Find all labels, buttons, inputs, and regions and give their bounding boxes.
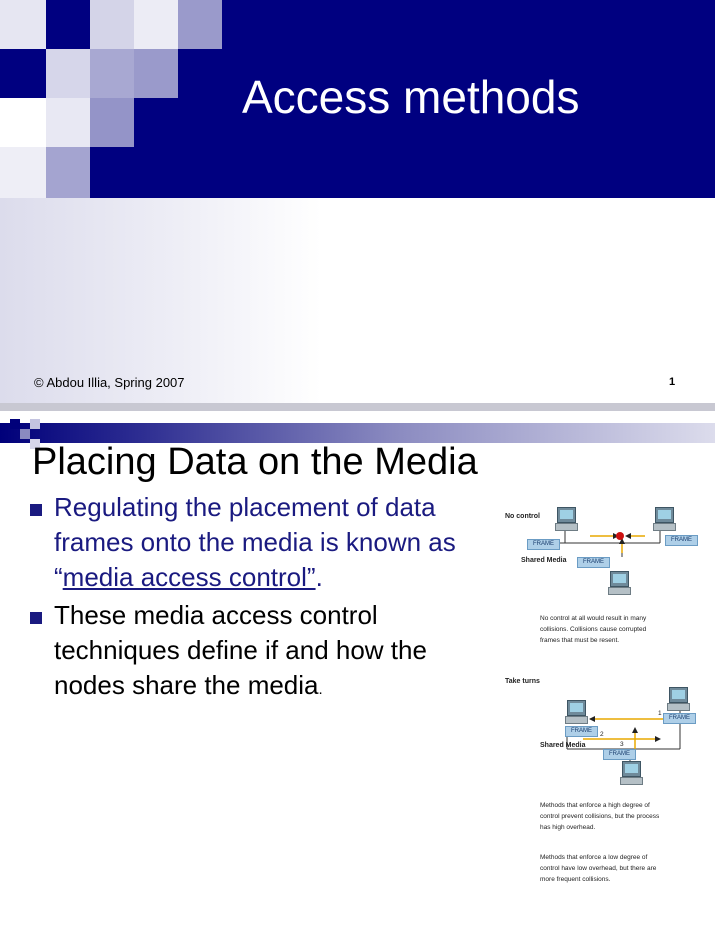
bullet-1-suffix: . xyxy=(315,562,323,592)
computer-icon xyxy=(667,687,689,711)
frame-label: FRAME xyxy=(577,557,610,568)
bullet-1-text: Regulating the placement of data frames onto the media is known as “ xyxy=(54,492,456,592)
bullet-2-text: These media access control techniques define if and how the nodes share the media xyxy=(54,600,427,700)
decor-square xyxy=(178,0,222,49)
decor-square xyxy=(46,49,90,98)
slide-2 xyxy=(0,411,715,948)
slide-1 xyxy=(0,0,715,403)
decor-square xyxy=(20,429,30,439)
bullet-2-suffix: . xyxy=(318,681,323,698)
page-number: 1 xyxy=(669,376,676,388)
computer-icon xyxy=(653,507,675,531)
decor-square xyxy=(134,49,178,98)
decor-square xyxy=(90,49,134,98)
turn-number: 2 xyxy=(600,731,604,738)
computer-icon xyxy=(565,700,587,724)
bullet-marker xyxy=(30,504,42,516)
no-control-caption: No control at all would result in many collisions. Collisions cause corrupted frames that must be resent. xyxy=(540,615,647,644)
computer-icon xyxy=(620,761,642,785)
bullet-1 xyxy=(54,490,494,595)
slide-1-title: Access methods xyxy=(242,71,580,123)
decor-square xyxy=(46,147,90,198)
no-control-heading: No control xyxy=(505,513,540,520)
take-turns-caption-1: Methods that enforce a high degree of control prevent collisions, but the process has high overhead. xyxy=(540,802,660,831)
bullet-marker xyxy=(30,612,42,624)
media-access-control-link[interactable]: media access control” xyxy=(62,562,316,592)
decor-square xyxy=(0,147,46,198)
slide-2-title: Placing Data on the Media xyxy=(32,441,478,483)
footer-copyright: © Abdou Illia, Spring 2007 xyxy=(34,375,185,390)
decor-square xyxy=(90,98,134,147)
turn-number: 1 xyxy=(658,710,662,717)
computer-icon xyxy=(608,571,630,595)
shared-media-label: Shared Media xyxy=(540,742,586,749)
frame-label: FRAME xyxy=(663,713,696,724)
decor-square xyxy=(0,98,46,147)
decor-square xyxy=(46,98,90,147)
header-gradient-bar xyxy=(0,423,715,443)
frame-label: FRAME xyxy=(603,749,636,760)
frame-label: FRAME xyxy=(565,726,598,737)
frame-label: FRAME xyxy=(527,539,560,550)
shared-media-label: Shared Media xyxy=(521,557,567,564)
computer-icon xyxy=(555,507,577,531)
decor-square xyxy=(134,0,178,49)
decor-square xyxy=(0,0,46,49)
decor-square xyxy=(10,419,20,429)
slide-divider xyxy=(0,403,715,411)
bullet-2 xyxy=(54,598,494,707)
turn-number: 3 xyxy=(620,741,624,748)
access-control-diagram xyxy=(495,491,710,911)
decor-square xyxy=(30,419,40,429)
decor-square xyxy=(90,0,134,49)
frame-label: FRAME xyxy=(665,535,698,546)
take-turns-caption-2: Methods that enforce a low degree of control have low overhead, but there are more frequent collisions. xyxy=(540,854,657,883)
take-turns-heading: Take turns xyxy=(505,678,540,685)
